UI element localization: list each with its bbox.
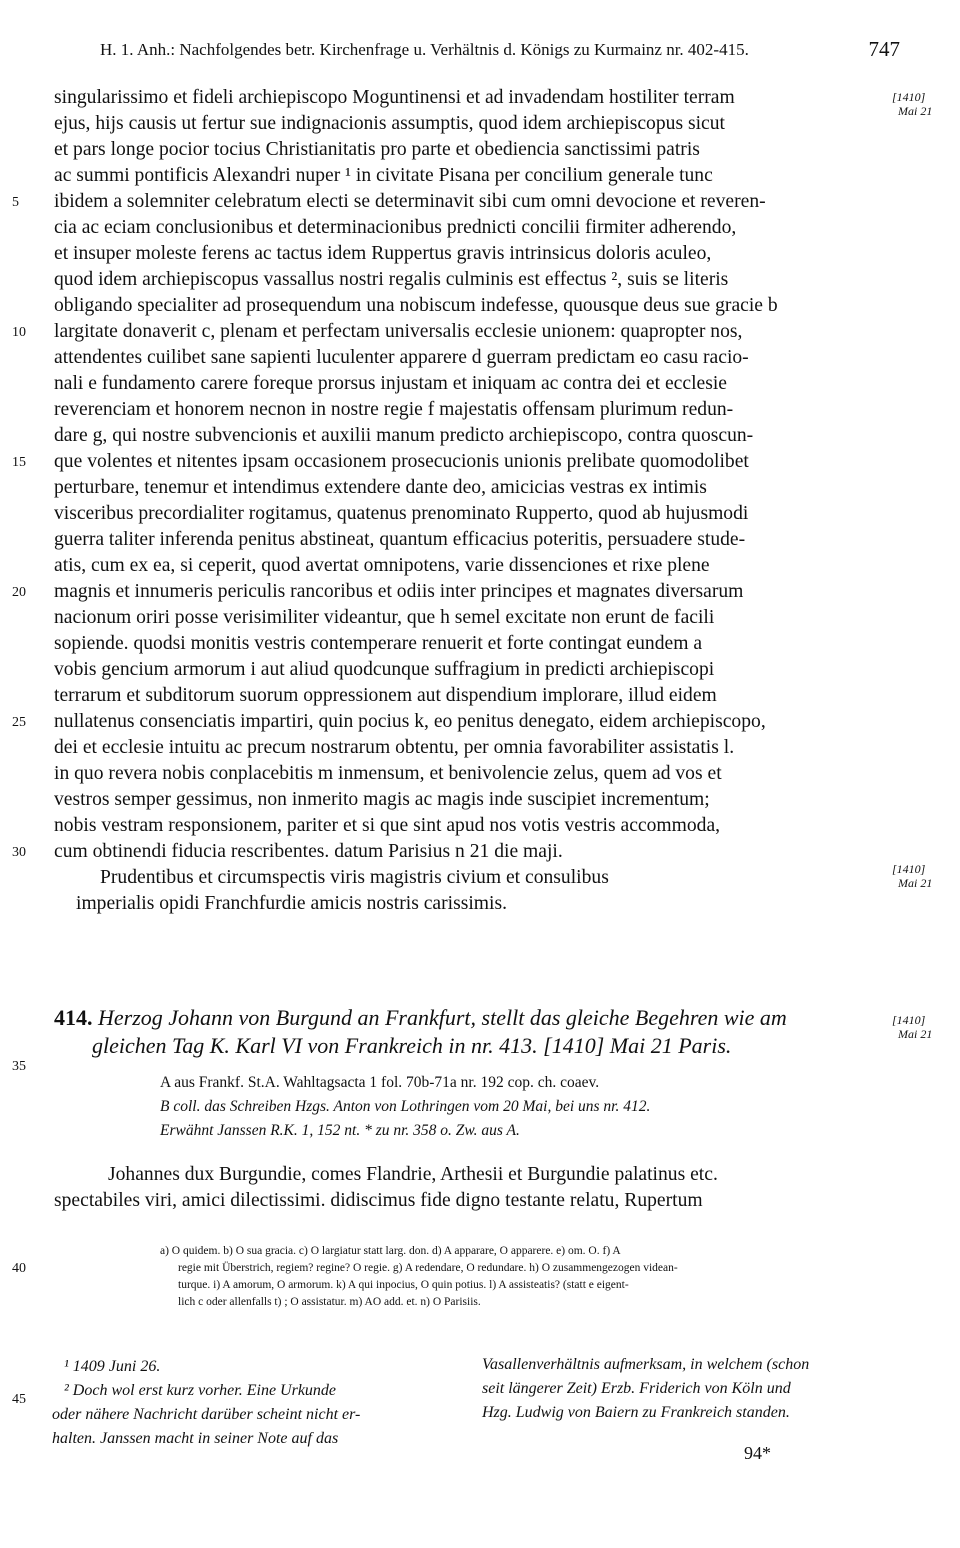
line-number: 35 [12, 1059, 26, 1074]
body-line: obligando specialiter ad prosequendum una nobiscum indefesse, quousque deus sue gracie b [54, 295, 778, 316]
line-number: 25 [12, 715, 26, 730]
apparatus-line: turque. i) A amorum, O armorum. k) A qui inpocius, O quin potius. l) A assisteatis? (statt e eigent- [178, 1279, 629, 1291]
page-number: 747 [868, 37, 900, 61]
body-line: sopiende. quodsi monitis vestris contemperare renuerit et forte contingat eundem a [54, 633, 703, 654]
line-number: 45 [12, 1392, 26, 1407]
document-heading [54, 1004, 787, 1032]
body-line: que volentes et nitentes ipsam occasionem prosecucionis unionis prelibate quomodolibet [54, 451, 749, 472]
body-line: quod idem archiepiscopus vassallus nostri regalis culminis est effectus ², suis se literis [54, 269, 729, 290]
body-line: vestros semper gessimus, non inmerito magis ac magis inde suscipiet incrementum; [54, 789, 710, 810]
footnote-line: oder nähere Nachricht darüber scheint nicht er- [52, 1406, 361, 1423]
apparatus-line: a) O quidem. b) O sua gracia. c) O largiatur statt larg. don. d) A apparare, O apparere. e) om. O. f) A [160, 1245, 621, 1257]
body-line: visceribus precordialiter rogitamus, quatenus prenominato Rupperto, quod ab hujusmodi [54, 503, 749, 524]
line-number: 5 [12, 195, 19, 210]
body-line: nali e fundamento carere foreque prorsus injustam et iniquam ac contra dei et ecclesie [54, 373, 727, 394]
body-line: in quo revera nobis conplacebitis m inmensum, et benivolencie zelus, quem ad vos et [54, 763, 722, 784]
body-line: vobis gencium armorum i aut aliud quodcunque suffragium in predicti archiepiscopi [54, 659, 715, 680]
body-line: et insuper moleste ferens ac tactus idem Ruppertus gravis intrinsicus doloris aculeo, [54, 243, 712, 264]
source-line: Erwähnt Janssen R.K. 1, 152 nt. * zu nr. 358 o. Zw. aus A. [160, 1122, 520, 1139]
body-line: cia ac eciam conclusionibus et determinacionibus prednicti concilii firmiter adherendo, [54, 217, 737, 238]
body-line: reverenciam et honorem necnon in nostre regie f majestatis offensam plurimum redun- [54, 399, 734, 420]
body-line: dare g, qui nostre subvencionis et auxilii manum predicto archiepiscopo, contra quoscun- [54, 425, 754, 446]
body-line: nobis vestram responsionem, pariter et si que sint apud nos votis vestris accommoda, [54, 815, 721, 836]
body-line: nacionum oriri posse verisimiliter videantur, que h semel excitate non erunt de facili [54, 607, 715, 628]
address-line: Prudentibus et circumspectis viris magistris civium et consulibus [100, 867, 609, 888]
footnote-line: ² Doch wol erst kurz vorher. Eine Urkunde [64, 1382, 337, 1399]
margin-date-note: [1410] Mai 21 [892, 1013, 933, 1041]
body-line: singularissimo et fideli archiepiscopo Moguntinensi et ad invadendam hostiliter terram [54, 87, 735, 108]
footnote-line: halten. Janssen macht in seiner Note auf das [52, 1430, 339, 1447]
line-number: 30 [12, 845, 26, 860]
body-line: nullatenus consenciatis impartiri, quin pocius k, eo penitus denegato, eidem archiepiscopo, [54, 711, 766, 732]
heading-line: gleichen Tag K. Karl VI von Frankreich in nr. 413. [1410] Mai 21 Paris. [92, 1033, 732, 1058]
heading-line: Herzog Johann von Burgund an Frankfurt, stellt das gleiche Begehren wie am [98, 1005, 787, 1030]
footnote-line: Vasallenverhältnis aufmerksam, in welchem (schon [482, 1356, 810, 1373]
body-line: guerra taliter inferenda penitus abstineat, quantum efficacius poteritis, persuadere stude- [54, 529, 746, 550]
running-title: H. 1. Anh.: Nachfolgendes betr. Kirchenfrage u. Verhältnis d. Königs zu Kurmainz nr. 402-415. [100, 40, 749, 59]
line-number: 20 [12, 585, 26, 600]
body-line: atis, cum ex ea, si ceperit, quod avertat omnipotens, varie dissenciones et rixe plene [54, 555, 710, 576]
line-number: 15 [12, 455, 26, 470]
apparatus-line: lich c oder allenfalls t) ; O assistatur. m) AO add. et. n) O Parisiis. [178, 1296, 481, 1308]
body-line: dei et ecclesie intuitu ac precum nostrarum obtentu, per omnia favorabiliter assistatis l. [54, 737, 735, 758]
margin-date-note: [1410] Mai 21 [892, 90, 933, 118]
body-line: terrarum et subditorum suorum oppressionem aut dispendium implorare, illud eidem [54, 685, 717, 706]
document-number: 414. [54, 1005, 93, 1030]
body-line: ibidem a solemniter celebratum electi se determinavit sibi cum omni devocione et reveren- [54, 191, 766, 212]
body-line: ac summi pontificis Alexandri nuper ¹ in civitate Pisana per concilium generale tunc [54, 165, 713, 186]
footnote-line: ¹ 1409 Juni 26. [64, 1358, 161, 1375]
footnote-line: Hzg. Ludwig von Baiern zu Frankreich standen. [482, 1404, 790, 1421]
source-line: A aus Frankf. St.A. Wahltagsacta 1 fol. 70b-71a nr. 192 cop. ch. coaev. [160, 1074, 600, 1091]
body-line: largitate donaverit c, plenam et perfectam universalis ecclesie unionem: quapropter nos, [54, 321, 743, 342]
line-number: 40 [12, 1261, 26, 1276]
body-line: cum obtinendi fiducia rescribentes. datum Parisius n 21 die maji. [54, 841, 563, 862]
address-line: imperialis opidi Franchfurdie amicis nostris carissimis. [76, 893, 507, 914]
footnote-line: seit längerer Zeit) Erzb. Friderich von Köln und [482, 1380, 791, 1397]
source-line: B coll. das Schreiben Hzgs. Anton von Lothringen vom 20 Mai, bei uns nr. 412. [160, 1098, 651, 1115]
body-line: magnis et innumeris periculis rancoribus et odiis inter principes et magnates diversarum [54, 581, 744, 602]
page-header [100, 37, 900, 66]
body-line: et pars longe pocior tocius Christianitatis pro parte et obediencia sanctissimi patris [54, 139, 700, 160]
body-line: perturbare, tenemur et intendimus extendere dante deo, amicicias vestras ex intimis [54, 477, 707, 498]
body-line: ejus, hijs causis ut fertur sue indignacionis assumptis, quod idem archiepiscopus sicut [54, 113, 725, 134]
document-text-line: spectabiles viri, amici dilectissimi. didiscimus fide digno testante relatu, Rupertum [54, 1190, 703, 1211]
signature-mark: 94* [744, 1443, 771, 1463]
apparatus-line: regie mit Überstrich, regiem? regine? O regie. g) A redendare, O redundare. h) O zusammengezogen videan- [178, 1262, 678, 1274]
document-text-line: Johannes dux Burgundie, comes Flandrie, Arthesii et Burgundie palatinus etc. [108, 1164, 718, 1185]
margin-date-note: [1410] Mai 21 [892, 862, 933, 890]
line-number: 10 [12, 325, 26, 340]
body-line: attendentes cuilibet sane sapienti luculenter apparere d guerram predictam eo casu racio- [54, 347, 749, 368]
